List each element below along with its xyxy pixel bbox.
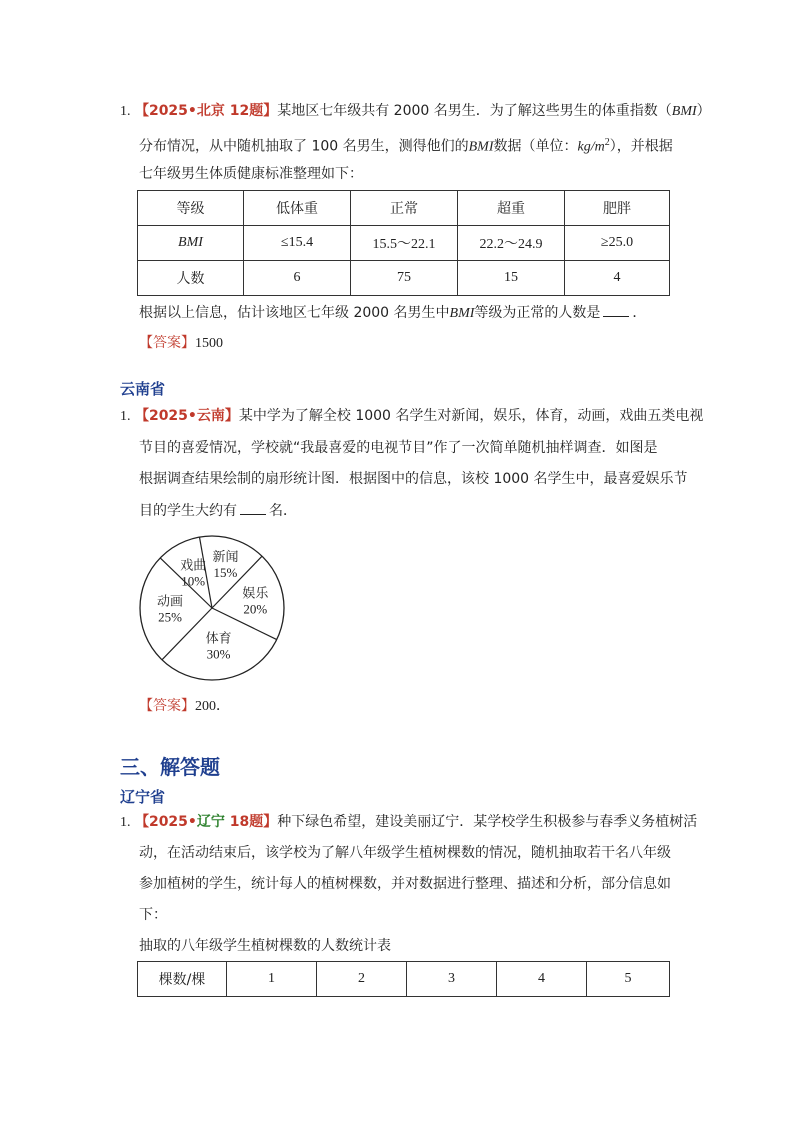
province-yunnan: 云南省: [120, 380, 166, 398]
q1-header-cell: 低体重: [244, 191, 351, 226]
yn-text-4a: 目的学生大约有: [139, 503, 237, 519]
q1-table-count-row: [138, 261, 670, 296]
q1-count-cell: 6: [244, 261, 351, 296]
q1-bmi-cell: 15.5～22.1: [351, 226, 458, 261]
ln-header-cell: 棵数/棵: [138, 962, 227, 997]
ln-line4: 下：: [139, 907, 167, 923]
q1-count-cell: 4: [565, 261, 670, 296]
pie-category-label: 戏曲: [180, 558, 207, 574]
yn-line4: [139, 500, 297, 521]
yn-text-1: 某中学为了解全校 1000 名学生对新闻，娱乐，体育，动画，戏曲五类电视: [238, 408, 704, 424]
q1-bmi-1: BMI: [671, 104, 697, 119]
q1-line1: [120, 101, 711, 122]
ln-text-1: 种下绿色希望，建设美丽辽宁．某学校学生积极参与春季义务植树活: [277, 814, 698, 830]
q1-header-cell: 超重: [458, 191, 565, 226]
q1-bmi-2: BMI: [468, 139, 494, 155]
pie-category-label: 体育: [205, 631, 232, 647]
yn-answer-tag: 【答案】: [139, 698, 195, 714]
ln-line1: [120, 812, 697, 833]
q1-text-2a: 分布情况，从中随机抽取了 100 名男生，测得他们的: [139, 138, 469, 155]
q1-answer-value: 1500: [195, 336, 223, 351]
ln-header-cell: 3: [407, 962, 497, 997]
pie-percent-label: 15%: [213, 565, 238, 581]
pie-category-label: 动画: [156, 594, 184, 610]
ln-number: 1.: [120, 815, 131, 830]
q1-bmi-3: BMI: [449, 306, 475, 321]
yn-source: 【2025•云南】: [134, 408, 239, 424]
q1-count-cell: 人数: [138, 261, 244, 296]
q1-text-1: 某地区七年级共有 2000 名男生．为了解这些男生的体重指数（: [277, 103, 672, 119]
ln-header-cell: 2: [317, 962, 407, 997]
ln-table: [137, 961, 670, 997]
yn-line2: 节目的喜爱情况，学校就“我最喜爱的电视节目”作了一次简单随机抽样调查．如图是: [139, 440, 658, 456]
q1-text-2c: ），并根据: [609, 138, 673, 155]
q1-line3: 七年级男生体质健康标准整理如下：: [139, 166, 363, 182]
q1-header-cell: 等级: [138, 191, 244, 226]
yn-line1: [120, 406, 703, 427]
q1-unit: kg/m: [577, 139, 605, 155]
q1-answer-tag: 【答案】: [139, 335, 195, 351]
ln-header-cell: 4: [497, 962, 587, 997]
pie-category-label: 新闻: [212, 550, 239, 566]
q1-question-b: 等级为正常的人数是: [474, 305, 601, 321]
q1-bmi-cell: BMI: [138, 226, 244, 261]
yn-line3: 根据调查结果绘制的扇形统计图．根据图中的信息，该校 1000 名学生中，最喜爱娱乐节: [139, 471, 688, 487]
q1-text-1-end: ）: [696, 103, 711, 119]
section-title: 三、解答题: [120, 755, 220, 779]
province-liaoning: 辽宁省: [120, 788, 166, 806]
q1-header-cell: 正常: [351, 191, 458, 226]
yn-answer-value: 200．: [195, 699, 230, 714]
ln-source-c: 18题】: [224, 814, 278, 830]
q1-bmi-cell: ≥25.0: [565, 226, 670, 261]
q1-count-cell: 75: [351, 261, 458, 296]
q1-question-a: 根据以上信息，估计该地区七年级 2000 名男生中: [139, 305, 450, 321]
yn-answer: [139, 696, 230, 717]
pie-percent-label: 25%: [158, 609, 182, 625]
q1-number: 1.: [120, 104, 131, 119]
ln-header-cell: 5: [587, 962, 670, 997]
q1-question: [139, 302, 646, 324]
pie-chart: [132, 532, 292, 684]
ln-line2: 动，在活动结束后，该学校为了解八年级学生植树棵数的情况，随机抽取若干名八年级: [139, 845, 671, 861]
q1-source: 【2025•北京 12题】: [134, 103, 278, 119]
q1-answer: [139, 333, 223, 354]
q1-count-cell: 15: [458, 261, 565, 296]
pie-percent-label: 30%: [206, 646, 231, 662]
pie-percent-label: 10%: [181, 573, 206, 589]
q1-question-end: ．: [632, 305, 647, 321]
q1-unit-sup: 2: [604, 137, 610, 148]
q1-header-cell: 肥胖: [565, 191, 670, 226]
pie-category-label: 娱乐: [242, 586, 269, 602]
q1-table: [137, 190, 670, 296]
q1-table-bmi-row: [138, 226, 670, 261]
yn-text-4b: 名．: [269, 503, 297, 519]
pie-percent-label: 20%: [243, 601, 268, 617]
q1-bmi-cell: 22.2～24.9: [458, 226, 565, 261]
ln-source-a: 【2025•: [134, 814, 197, 830]
q1-answer-blank: [603, 302, 629, 317]
ln-source-b: 辽宁: [196, 814, 225, 830]
q1-text-2b: 数据（单位：: [493, 138, 578, 155]
q1-line2: [139, 133, 673, 158]
yn-number: 1.: [120, 409, 131, 424]
q1-table-header-row: [138, 191, 670, 226]
ln-table-caption: 抽取的八年级学生植树棵数的人数统计表: [139, 938, 391, 954]
yn-answer-blank: [240, 500, 266, 515]
ln-line3: 参加植树的学生，统计每人的植树棵数，并对数据进行整理、描述和分析，部分信息如: [139, 876, 671, 892]
ln-table-header-row: [138, 962, 670, 997]
q1-bmi-cell: ≤15.4: [244, 226, 351, 261]
ln-header-cell: 1: [227, 962, 317, 997]
